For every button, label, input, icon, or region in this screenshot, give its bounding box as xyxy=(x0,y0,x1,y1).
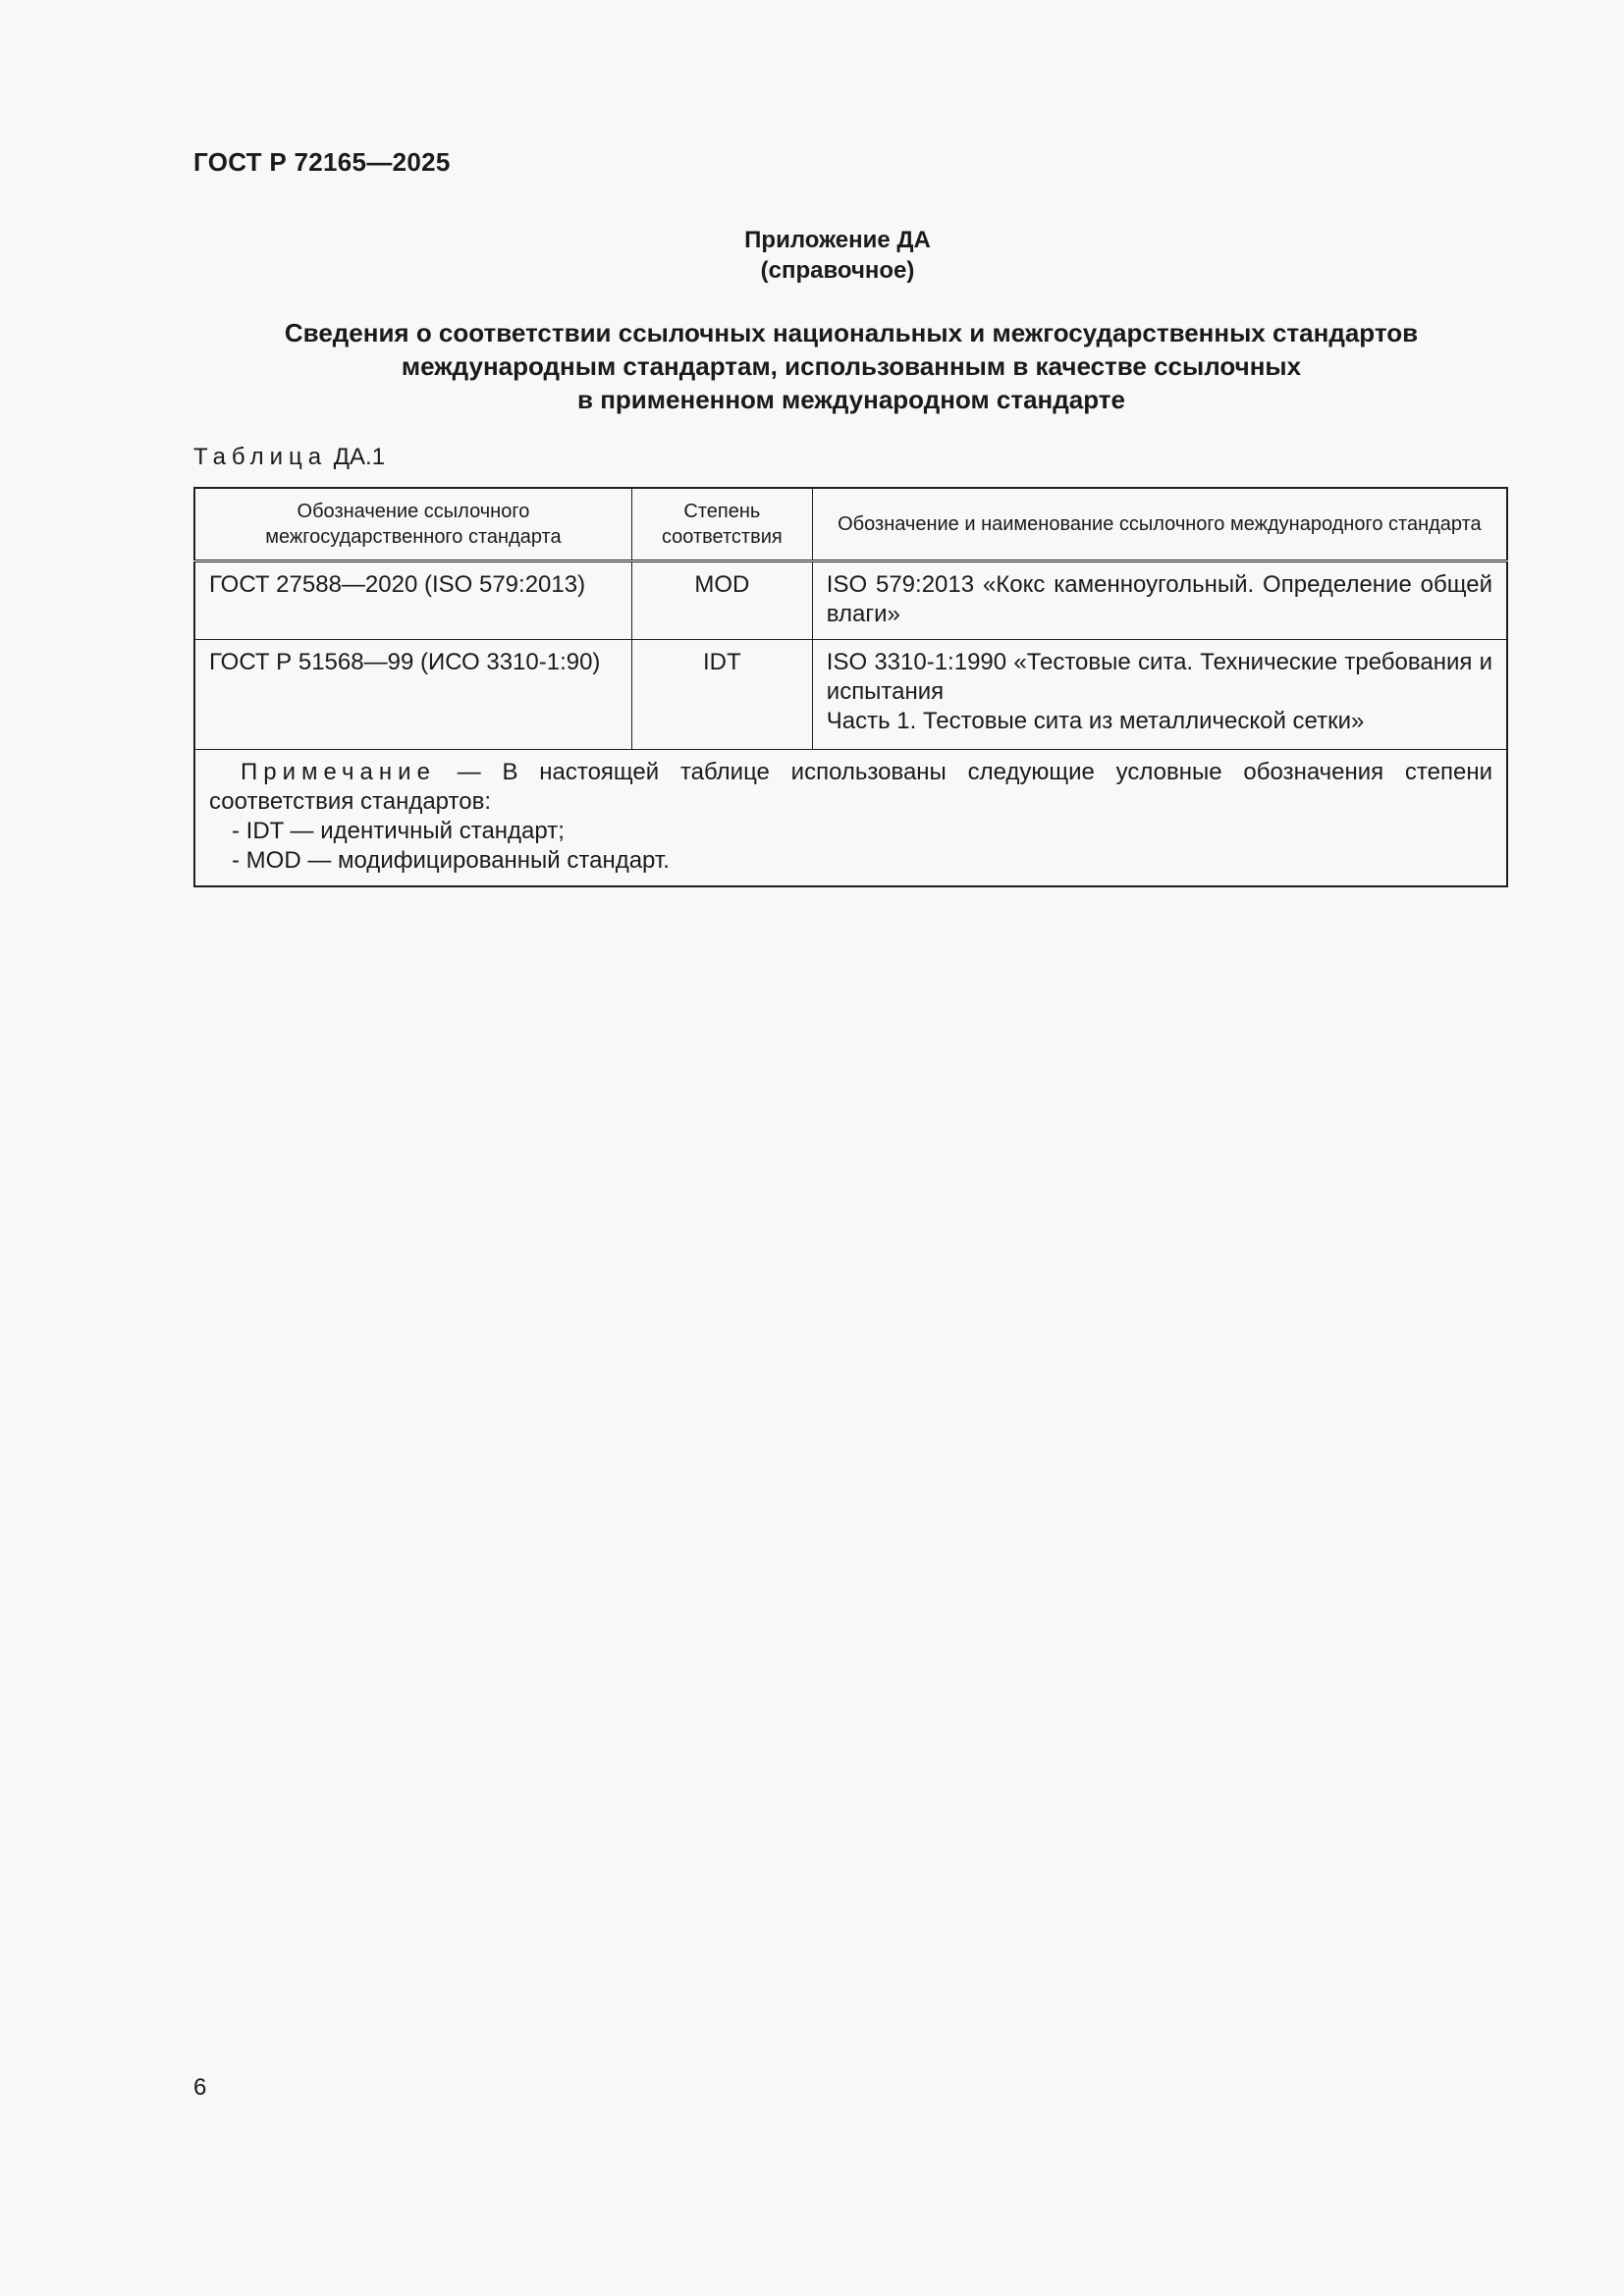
degree-cell: IDT xyxy=(631,640,812,750)
note-list-item: - MOD — модифицированный стандарт. xyxy=(232,847,670,874)
international-standard-cell xyxy=(812,561,1507,640)
appendix-title-block xyxy=(0,225,1624,286)
international-standard-line: ISO 579:2013 «Кокс каменноугольный. Определение общей влаги» xyxy=(826,571,1492,627)
table-row xyxy=(194,561,1507,640)
national-standard-cell: ГОСТ Р 51568—99 (ИСО 3310-1:90) xyxy=(194,640,631,750)
table-row xyxy=(194,640,1507,750)
column-header-national: Обозначение ссылочного межгосударственного стандарта xyxy=(194,488,631,561)
national-standard-cell: ГОСТ 27588—2020 (ISO 579:2013) xyxy=(194,561,631,640)
page-number: 6 xyxy=(193,2074,207,2101)
standards-table xyxy=(193,487,1508,887)
document-code: ГОСТ Р 72165—2025 xyxy=(193,147,451,177)
note-list-item: - IDT — идентичный стандарт; xyxy=(232,818,565,844)
heading-line-2: международным стандартам, использованным в качестве ссылочных xyxy=(401,351,1302,381)
heading-line-3: в примененном международном стандарте xyxy=(577,385,1125,414)
table-caption-number: ДА.1 xyxy=(333,444,386,470)
column-header-degree: Степень соответствия xyxy=(631,488,812,561)
appendix-kind: (справочное) xyxy=(760,257,915,284)
table-caption xyxy=(193,444,385,471)
degree-cell: MOD xyxy=(631,561,812,640)
note-text: — В настоящей таблице использованы следующие условные обозначения степени соответствия стандартов: xyxy=(209,759,1493,815)
table-note-cell xyxy=(194,750,1507,887)
international-standard-line: Часть 1. Тестовые сита из металлической сетки» xyxy=(826,708,1365,734)
appendix-title: Приложение ДА xyxy=(744,227,931,253)
section-heading xyxy=(193,316,1509,416)
international-standard-cell xyxy=(812,640,1507,750)
column-header-international: Обозначение и наименование ссылочного международного стандарта xyxy=(812,488,1507,561)
table-note-row xyxy=(194,750,1507,887)
heading-line-1: Сведения о соответствии ссылочных национальных и межгосударственных стандартов xyxy=(284,318,1419,347)
table-header-row xyxy=(194,488,1507,561)
table-caption-label: Таблица xyxy=(193,444,328,470)
note-label: Примечание xyxy=(241,759,436,785)
international-standard-line: ISO 3310-1:1990 «Тестовые сита. Технические требования и испытания xyxy=(826,649,1492,705)
note-paragraph xyxy=(209,758,1492,817)
